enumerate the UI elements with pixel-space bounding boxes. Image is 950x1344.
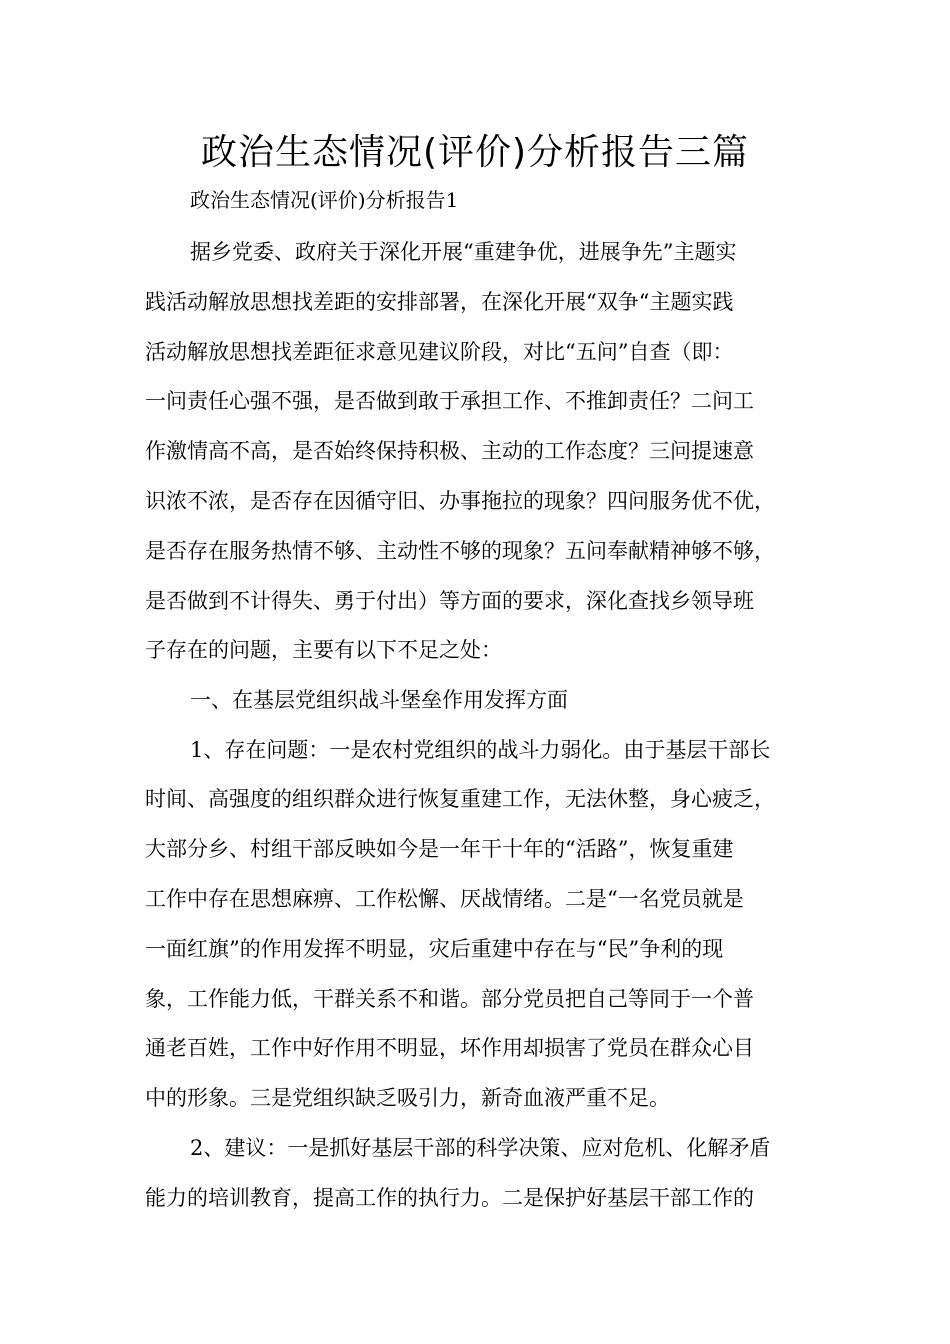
paragraph-line: 能力的培训教育，提高工作的执行力。二是保护好基层干部工作的 xyxy=(145,1186,754,1210)
paragraph-line: 2、建议：一是抓好基层干部的科学决策、应对危机、化解矛盾 xyxy=(190,1136,771,1160)
paragraph-line: 子存在的问题，主要有以下不足之处： xyxy=(145,638,502,662)
paragraph-line: 是否存在服务热情不够、主动性不够的现象？五问奉献精神够不够， xyxy=(145,539,775,563)
paragraph-line: 是否做到不计得失、勇于付出）等方面的要求，深化查找乡领导班 xyxy=(145,589,754,613)
paragraph-line: 活动解放思想找差距征求意见建议阶段，对比“五问”自查（即： xyxy=(145,340,734,364)
paragraph-line: 作激情高不高，是否始终保持积极、主动的工作态度？三问提速意 xyxy=(145,439,754,463)
section-heading: 一、在基层党组织战斗堡垒作用发挥方面 xyxy=(190,688,568,712)
paragraph-line: 据乡党委、政府关于深化开展“重建争优，进展争先”主题实 xyxy=(190,240,737,264)
paragraph-line: 象，工作能力低，干群关系不和谐。部分党员把自己等同于一个普 xyxy=(145,987,754,1011)
document-title: 政治生态情况(评价)分析报告三篇 xyxy=(200,132,750,173)
paragraph-line: 1、存在问题：一是农村党组织的战斗力弱化。由于基层干部长 xyxy=(190,738,771,762)
paragraph-line: 工作中存在思想麻痹、工作松懈、厌战情绪。二是“一名党员就是 xyxy=(145,887,744,911)
paragraph-line: 一面红旗”的作用发挥不明显，灾后重建中存在与“民”争利的现 xyxy=(145,937,724,961)
paragraph-line: 时间、高强度的组织群众进行恢复重建工作，无法休整，身心疲乏， xyxy=(145,787,775,811)
paragraph-line: 一问责任心强不强，是否做到敢于承担工作、不推卸责任？二问工 xyxy=(145,389,754,413)
document-subtitle: 政治生态情况(评价)分析报告1 xyxy=(190,188,459,212)
paragraph-line: 践活动解放思想找差距的安排部署，在深化开展“双争“主题实践 xyxy=(145,290,734,314)
paragraph-line: 中的形象。三是党组织缺乏吸引力，新奇血液严重不足。 xyxy=(145,1086,670,1110)
paragraph-line: 识浓不浓，是否存在因循守旧、办事拖拉的现象？四问服务优不优， xyxy=(145,489,775,513)
paragraph-line: 大部分乡、村组干部反映如今是一年干十年的“活路”，恢复重建 xyxy=(145,837,734,861)
paragraph-line: 通老百姓，工作中好作用不明显，坏作用却损害了党员在群众心目 xyxy=(145,1036,754,1060)
